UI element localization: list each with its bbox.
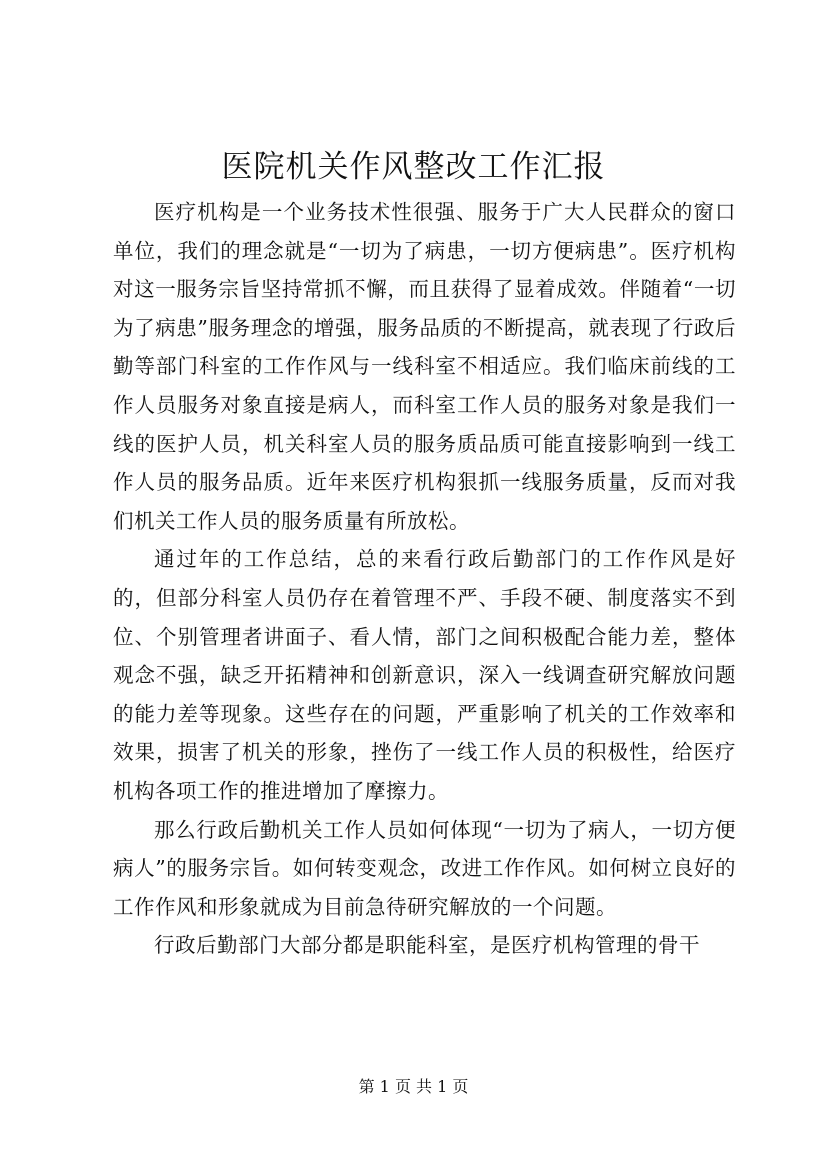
page-number-footer: 第 1 页 共 1 页 [358, 1077, 469, 1096]
document-body [113, 193, 736, 965]
paragraph: 那么行政后勤机关工作人员如何体现“一切为了病人，一切方便病人”的服务宗旨。如何转变观念，改进工作作风。如何树立良好的工作作风和形象就成为目前急待研究解放的一个问题。 [113, 817, 736, 919]
document-title: 医院机关作风整改工作汇报 [221, 149, 606, 185]
paragraph: 行政后勤部门大部分都是职能科室，是医疗机构管理的骨干 [154, 933, 700, 958]
paragraph: 通过年的工作总结，总的来看行政后勤部门的工作作风是好的，但部分科室人员仍存在着管理不严、手段不硬、制度落实不到位、个别管理者讲面子、看人情，部门之间积极配合能力差，整体观念不强，缺乏开拓精神和创新意识，深入一线调查研究解放问题的能力差等现象。这些存在的问题，严重影响了机关的工作效率和效果，损害了机关的形象，挫伤了一线工作人员的积极性，给医疗机构各项工作的推进增加了摩擦力。 [113, 547, 736, 803]
paragraph: 医疗机构是一个业务技术性很强、服务于广大人民群众的窗口单位，我们的理念就是“一切为了病患，一切方便病患”。医疗机构对这一服务宗旨坚持常抓不懈，而且获得了显着成效。伴随着“一切为了病患”服务理念的增强，服务品质的不断提高，就表现了行政后勤等部门科室的工作作风与一线科室不相适应。我们临床前线的工作人员服务对象直接是病人，而科室工作人员的服务对象是我们一线的医护人员，机关科室人员的服务质品质可能直接影响到一线工作人员的服务品质。近年来医疗机构狠抓一线服务质量，反而对我们机关工作人员的服务质量有所放松。 [113, 200, 736, 533]
